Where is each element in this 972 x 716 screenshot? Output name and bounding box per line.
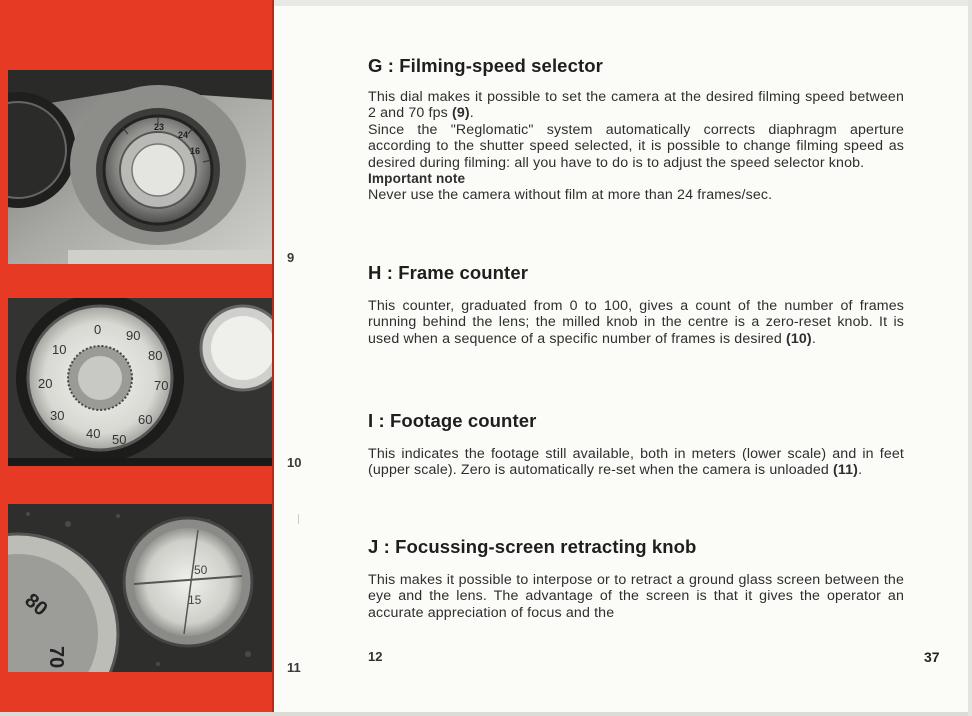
page-bottom-edge	[0, 712, 972, 716]
section-i-paragraph	[368, 446, 904, 479]
important-note-heading: Important note	[368, 171, 466, 187]
section-g	[368, 55, 904, 204]
section-g-text-1: This dial makes it possible to set the camera at the desired filming speed between 2 and 70 fps	[368, 89, 904, 122]
page-right-edge	[968, 0, 972, 716]
dial-10-mark-60: 60	[138, 412, 153, 427]
figure-ref-11: (11)	[833, 462, 859, 479]
section-h-paragraph	[368, 298, 904, 347]
figure-number-9: 9	[287, 250, 295, 265]
dial-10-mark-30: 30	[50, 408, 65, 423]
frame-counter-illustration	[8, 298, 274, 466]
dial-11-mark-15: 15	[188, 593, 202, 607]
dial-9-mark-16: 16	[190, 146, 201, 156]
dial-10-mark-20: 20	[38, 376, 53, 391]
figure-ref-10: (10)	[785, 330, 812, 347]
section-g-title: G : Filming-speed selector	[368, 55, 603, 76]
speed-dial-illustration	[8, 70, 274, 264]
dial-9-mark-23: 23	[154, 122, 165, 132]
section-i-text-end: .	[858, 462, 863, 479]
important-note-text: Never use the camera without film at more than 24 frames/sec.	[368, 187, 773, 204]
dial-10-mark-50: 50	[112, 432, 127, 447]
section-h-text-end: .	[811, 330, 816, 347]
dial-11-mark-50: 50	[194, 563, 208, 577]
section-j	[368, 536, 904, 621]
page-number: 37	[924, 649, 940, 665]
footage-counter-illustration	[8, 504, 274, 672]
dial-11-mark-80: 80	[20, 589, 52, 621]
figure-number-10: 10	[287, 455, 302, 470]
footnote-ref-12: 12	[368, 649, 383, 664]
section-i-text: This indicates the footage still available, both in meters (lower scale) and in feet (upper scale). Zero is automatically re-set when the camera is unloaded	[368, 446, 904, 479]
dial-10-mark-40: 40	[86, 426, 101, 441]
dial-11-mark-70: 70	[45, 646, 67, 669]
photo-strip	[0, 0, 274, 716]
dial-10-mark-0: 0	[94, 322, 102, 337]
section-g-paragraph-1	[368, 89, 904, 122]
strip-border	[272, 0, 274, 716]
section-h-text: This counter, graduated from 0 to 100, gives a count of the number of frames running behind the lens; the milled knob in the centre is a zero-reset knob. It is used when a sequence of a specific number of frames is desired	[368, 298, 904, 347]
section-i	[368, 410, 904, 479]
section-h-title: H : Frame counter	[368, 262, 529, 283]
section-i-title: I : Footage counter	[368, 410, 537, 431]
section-j-paragraph	[368, 572, 904, 621]
section-g-text-2: Since the "Reglomatic" system automatically corrects diaphragm aperture according to the shutter speed selected, it is possible to change filming speed as desired during filming: all you have to do is to adjust the speed selector knob.	[368, 121, 904, 171]
section-g-paragraph-2	[368, 122, 904, 171]
dial-10-mark-80: 80	[148, 348, 163, 363]
dial-9-mark-24: 24	[178, 130, 189, 140]
dial-10-mark-10: 10	[52, 342, 67, 357]
photo-speed-selector	[8, 70, 274, 264]
dial-10-mark-70: 70	[154, 378, 169, 393]
dial-10-mark-90: 90	[126, 328, 141, 343]
section-j-text: This makes it possible to interpose or to retract a ground glass screen between the eye and the lens. The advantage of the screen is that it gives the operator an accurate appreciation of focus and the	[368, 572, 904, 621]
divider-tick	[298, 514, 299, 524]
section-g-text-1-end: .	[469, 105, 474, 122]
photo-footage-counter	[8, 504, 274, 672]
figure-ref-9: (9)	[452, 105, 470, 122]
section-h	[368, 262, 904, 347]
section-j-title: J : Focussing-screen retracting knob	[368, 536, 697, 557]
photo-frame-counter	[8, 298, 274, 466]
figure-number-11: 11	[287, 660, 301, 675]
